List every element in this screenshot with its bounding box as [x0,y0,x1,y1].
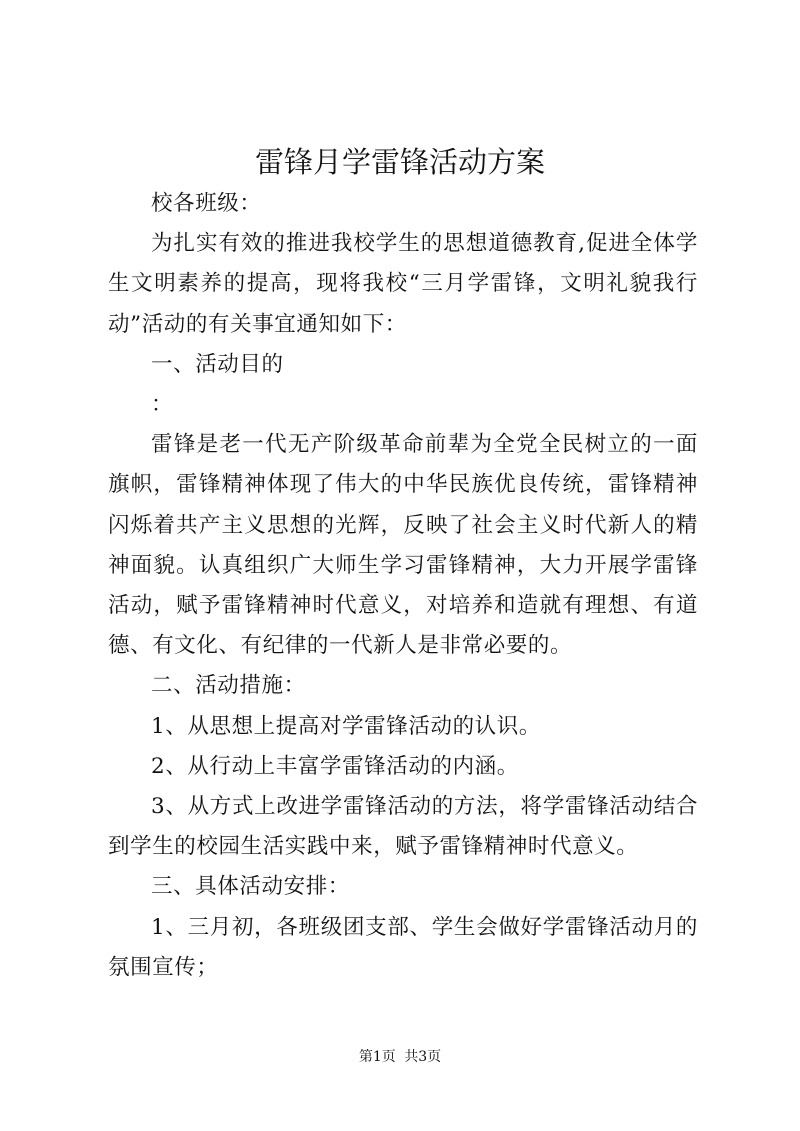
heading-activity-schedule: 三、具体活动安排： [151,874,350,900]
paragraph-intro: 为扎实有效的推进我校学生的思想道德教育,促进全体学生文明素养的提高，现将我校“三月学雷锋，文明礼貌我行动”活动的有关事宜通知如下： [108,231,698,337]
document-body [108,184,698,988]
list-item-schedule-1: 1、三月初，各班级团支部、学生会做好学雷锋活动月的氛围宣传； [108,914,698,980]
paragraph-colon: ： [151,392,174,418]
heading-activity-measures: 二、活动措施： [151,673,306,699]
page-number: 第1页 [358,1049,396,1065]
paragraph-salutation: 校各班级： [151,191,262,216]
paragraph-purpose-body: 雷锋是老一代无产阶级革命前辈为全党全民树立的一面旗帜，雷锋精神体现了伟大的中华民族优良传统，雷锋精神闪烁着共产主义思想的光辉，反映了社会主义时代新人的精神面貌。认真组织广大师生学习雷锋精神，大力开展学雷锋活动，赋予雷锋精神时代意义，对培养和造就有理想、有道德、有文化、有纪律的一代新人是非常必要的。 [108,432,698,659]
list-item-measure-2: 2、从行动上丰富学雷锋活动的内涵。 [151,753,519,779]
list-item-measure-3: 3、从方式上改进学雷锋活动的方法，将学雷锋活动结合到学生的校园生活实践中来，赋予雷锋精神时代意义。 [108,794,698,860]
document-title: 雷锋月学雷锋活动方案 [254,145,545,179]
list-item-measure-1: 1、从思想上提高对学雷锋活动的认识。 [151,713,541,739]
page-footer [0,1047,800,1067]
heading-activity-purpose: 一、活动目的 [151,351,284,377]
page-total: 共3页 [404,1049,442,1065]
